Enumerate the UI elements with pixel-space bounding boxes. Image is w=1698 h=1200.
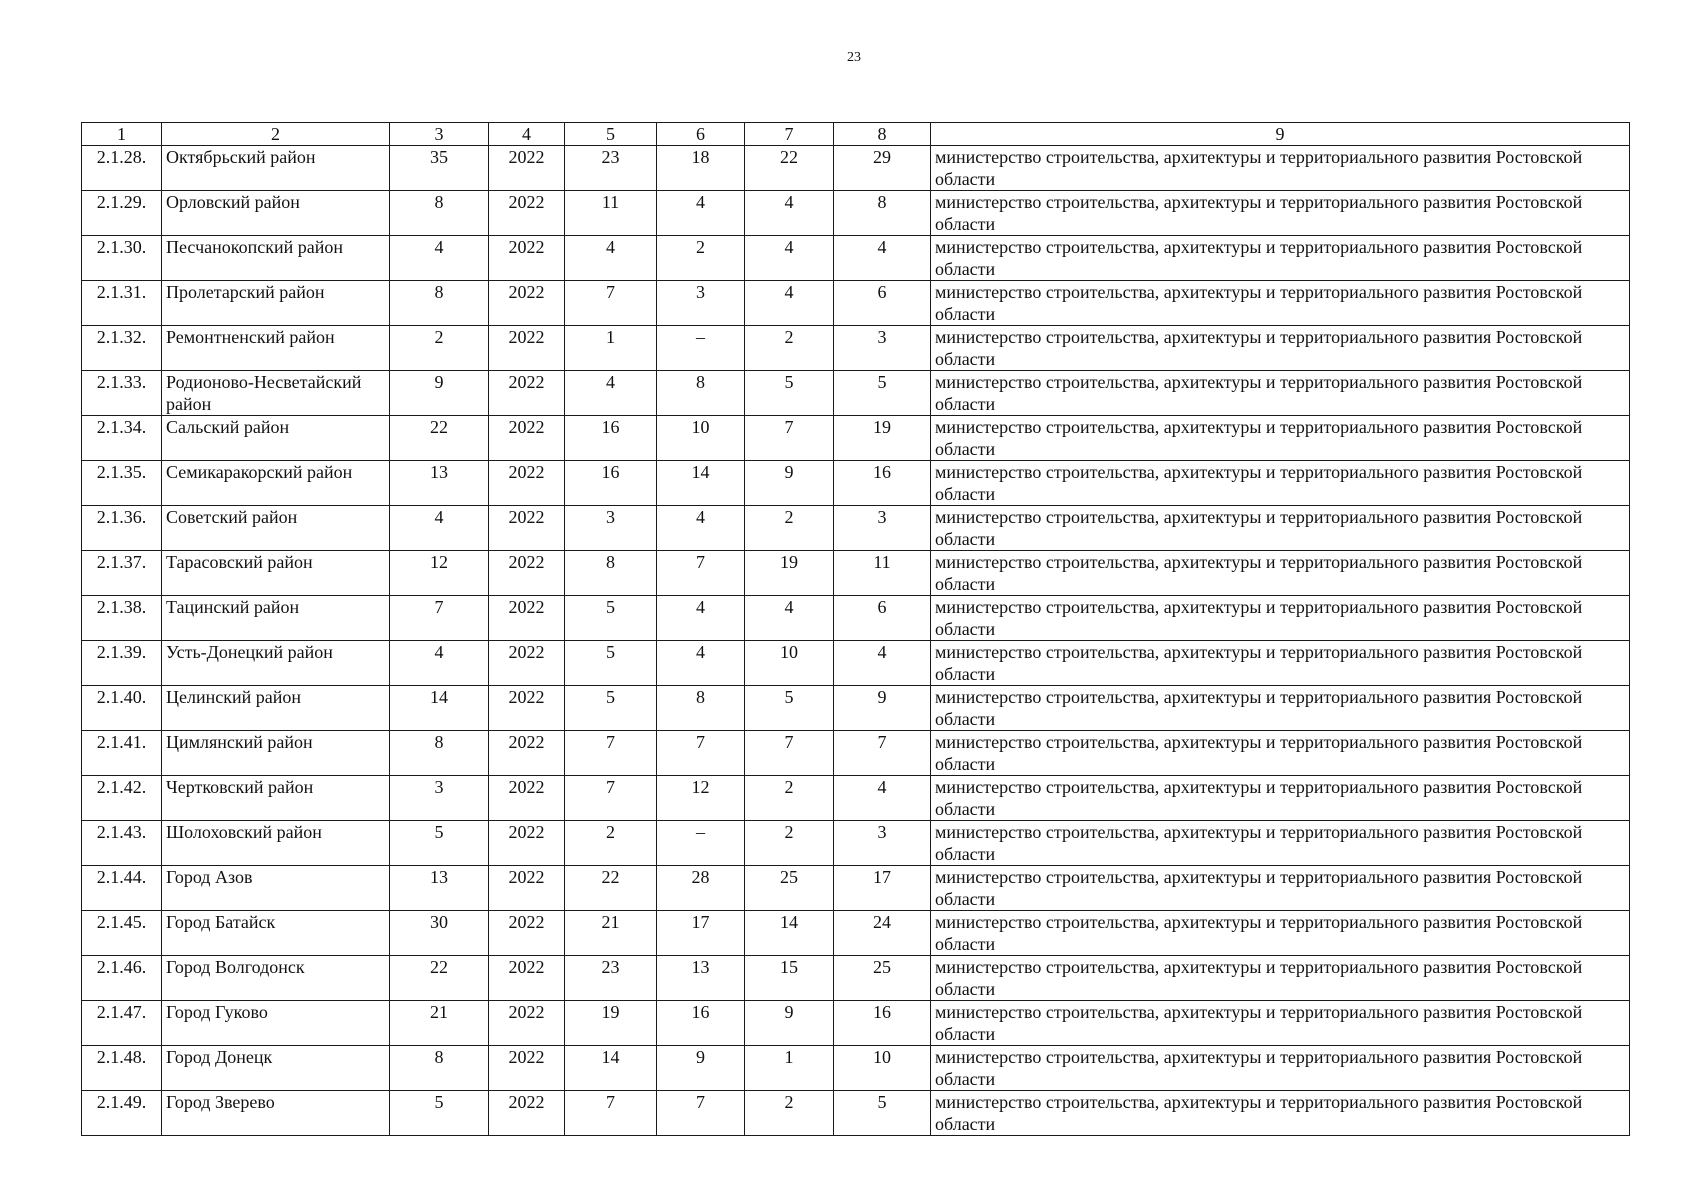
value-col-4: 2022: [489, 821, 565, 866]
table-row: [82, 371, 1630, 416]
value-col-8: 3: [834, 326, 931, 371]
district-name: Родионово-Несветайский район: [162, 371, 390, 416]
value-col-6: 13: [657, 956, 745, 1001]
value-col-6: 16: [657, 1001, 745, 1046]
value-col-3: 21: [390, 1001, 489, 1046]
value-col-5: 23: [565, 956, 657, 1001]
value-col-4: 2022: [489, 461, 565, 506]
row-number: 2.1.46.: [82, 956, 162, 1001]
district-name: Усть-Донецкий район: [162, 641, 390, 686]
value-col-3: 12: [390, 551, 489, 596]
table-row: [82, 596, 1630, 641]
district-name: Песчанокопский район: [162, 236, 390, 281]
value-col-5: 1: [565, 326, 657, 371]
value-col-4: 2022: [489, 956, 565, 1001]
row-number: 2.1.39.: [82, 641, 162, 686]
value-col-6: 12: [657, 776, 745, 821]
value-col-8: 17: [834, 866, 931, 911]
responsible-executor: министерство строительства, архитектуры и территориального развития Ростовской области: [931, 821, 1630, 866]
row-number: 2.1.37.: [82, 551, 162, 596]
value-col-3: 13: [390, 461, 489, 506]
value-col-6: 4: [657, 506, 745, 551]
table-row: [82, 956, 1630, 1001]
responsible-executor: министерство строительства, архитектуры и территориального развития Ростовской области: [931, 506, 1630, 551]
row-number: 2.1.36.: [82, 506, 162, 551]
table-row: [82, 146, 1630, 191]
value-col-7: 4: [745, 596, 834, 641]
table-row: [82, 191, 1630, 236]
column-header: 6: [657, 123, 745, 146]
row-number: 2.1.38.: [82, 596, 162, 641]
district-name: Город Гуково: [162, 1001, 390, 1046]
row-number: 2.1.48.: [82, 1046, 162, 1091]
column-header: 1: [82, 123, 162, 146]
value-col-4: 2022: [489, 191, 565, 236]
value-col-4: 2022: [489, 551, 565, 596]
value-col-3: 4: [390, 236, 489, 281]
value-col-8: 6: [834, 281, 931, 326]
value-col-3: 4: [390, 506, 489, 551]
column-header: 2: [162, 123, 390, 146]
row-number: 2.1.31.: [82, 281, 162, 326]
value-col-4: 2022: [489, 596, 565, 641]
responsible-executor: министерство строительства, архитектуры и территориального развития Ростовской области: [931, 551, 1630, 596]
value-col-3: 8: [390, 281, 489, 326]
responsible-executor: министерство строительства, архитектуры и территориального развития Ростовской области: [931, 281, 1630, 326]
table-row: [82, 506, 1630, 551]
district-name: Город Волгодонск: [162, 956, 390, 1001]
district-name: Советский район: [162, 506, 390, 551]
value-col-4: 2022: [489, 686, 565, 731]
table-row: [82, 1001, 1630, 1046]
table-row: [82, 551, 1630, 596]
responsible-executor: министерство строительства, архитектуры и территориального развития Ростовской области: [931, 956, 1630, 1001]
value-col-6: 7: [657, 1091, 745, 1136]
value-col-5: 7: [565, 731, 657, 776]
value-col-3: 22: [390, 416, 489, 461]
table-row: [82, 686, 1630, 731]
column-header: 9: [931, 123, 1630, 146]
value-col-5: 4: [565, 236, 657, 281]
district-name: Город Зверево: [162, 1091, 390, 1136]
value-col-7: 7: [745, 731, 834, 776]
district-name: Тацинский район: [162, 596, 390, 641]
district-name: Шолоховский район: [162, 821, 390, 866]
value-col-4: 2022: [489, 911, 565, 956]
value-col-7: 4: [745, 191, 834, 236]
value-col-4: 2022: [489, 1091, 565, 1136]
responsible-executor: министерство строительства, архитектуры и территориального развития Ростовской области: [931, 731, 1630, 776]
value-col-8: 5: [834, 371, 931, 416]
value-col-3: 8: [390, 191, 489, 236]
responsible-executor: министерство строительства, архитектуры и территориального развития Ростовской области: [931, 686, 1630, 731]
value-col-7: 2: [745, 326, 834, 371]
table-row: [82, 866, 1630, 911]
value-col-5: 21: [565, 911, 657, 956]
value-col-5: 5: [565, 596, 657, 641]
responsible-executor: министерство строительства, архитектуры и территориального развития Ростовской области: [931, 1001, 1630, 1046]
value-col-7: 5: [745, 686, 834, 731]
value-col-5: 14: [565, 1046, 657, 1091]
value-col-3: 13: [390, 866, 489, 911]
value-col-6: 7: [657, 551, 745, 596]
responsible-executor: министерство строительства, архитектуры и территориального развития Ростовской области: [931, 371, 1630, 416]
value-col-8: 7: [834, 731, 931, 776]
district-name: Орловский район: [162, 191, 390, 236]
value-col-8: 16: [834, 461, 931, 506]
table-row: [82, 326, 1630, 371]
value-col-6: 28: [657, 866, 745, 911]
value-col-5: 19: [565, 1001, 657, 1046]
value-col-3: 30: [390, 911, 489, 956]
value-col-3: 35: [390, 146, 489, 191]
value-col-4: 2022: [489, 641, 565, 686]
row-number: 2.1.47.: [82, 1001, 162, 1046]
value-col-8: 6: [834, 596, 931, 641]
table-row: [82, 821, 1630, 866]
district-name: Пролетарский район: [162, 281, 390, 326]
value-col-5: 5: [565, 641, 657, 686]
value-col-5: 5: [565, 686, 657, 731]
row-number: 2.1.42.: [82, 776, 162, 821]
value-col-7: 9: [745, 1001, 834, 1046]
table-row: [82, 641, 1630, 686]
row-number: 2.1.29.: [82, 191, 162, 236]
responsible-executor: министерство строительства, архитектуры и территориального развития Ростовской области: [931, 146, 1630, 191]
value-col-6: 8: [657, 371, 745, 416]
value-col-7: 5: [745, 371, 834, 416]
value-col-4: 2022: [489, 371, 565, 416]
column-header: 8: [834, 123, 931, 146]
value-col-4: 2022: [489, 281, 565, 326]
value-col-8: 16: [834, 1001, 931, 1046]
value-col-3: 9: [390, 371, 489, 416]
value-col-7: 19: [745, 551, 834, 596]
responsible-executor: министерство строительства, архитектуры и территориального развития Ростовской области: [931, 866, 1630, 911]
value-col-6: –: [657, 821, 745, 866]
district-name: Семикаракорский район: [162, 461, 390, 506]
district-name: Цимлянский район: [162, 731, 390, 776]
value-col-7: 2: [745, 1091, 834, 1136]
value-col-4: 2022: [489, 236, 565, 281]
page-number: 23: [847, 50, 861, 65]
value-col-7: 2: [745, 821, 834, 866]
value-col-8: 9: [834, 686, 931, 731]
value-col-5: 3: [565, 506, 657, 551]
value-col-8: 29: [834, 146, 931, 191]
table-row: [82, 236, 1630, 281]
column-header: 5: [565, 123, 657, 146]
row-number: 2.1.49.: [82, 1091, 162, 1136]
responsible-executor: министерство строительства, архитектуры и территориального развития Ростовской области: [931, 776, 1630, 821]
district-name: Чертковский район: [162, 776, 390, 821]
value-col-4: 2022: [489, 776, 565, 821]
value-col-6: –: [657, 326, 745, 371]
value-col-3: 4: [390, 641, 489, 686]
value-col-7: 15: [745, 956, 834, 1001]
district-name: Сальский район: [162, 416, 390, 461]
value-col-8: 11: [834, 551, 931, 596]
value-col-7: 1: [745, 1046, 834, 1091]
value-col-7: 22: [745, 146, 834, 191]
table-row: [82, 1046, 1630, 1091]
value-col-6: 8: [657, 686, 745, 731]
value-col-4: 2022: [489, 731, 565, 776]
row-number: 2.1.45.: [82, 911, 162, 956]
value-col-5: 7: [565, 281, 657, 326]
value-col-4: 2022: [489, 146, 565, 191]
value-col-4: 2022: [489, 1046, 565, 1091]
value-col-8: 19: [834, 416, 931, 461]
value-col-4: 2022: [489, 866, 565, 911]
value-col-7: 9: [745, 461, 834, 506]
district-name: Ремонтненский район: [162, 326, 390, 371]
district-name: Целинский район: [162, 686, 390, 731]
value-col-4: 2022: [489, 326, 565, 371]
value-col-6: 10: [657, 416, 745, 461]
district-name: Октябрьский район: [162, 146, 390, 191]
row-number: 2.1.28.: [82, 146, 162, 191]
value-col-5: 11: [565, 191, 657, 236]
responsible-executor: министерство строительства, архитектуры и территориального развития Ростовской области: [931, 596, 1630, 641]
column-header: 7: [745, 123, 834, 146]
value-col-5: 2: [565, 821, 657, 866]
value-col-5: 22: [565, 866, 657, 911]
value-col-7: 10: [745, 641, 834, 686]
value-col-5: 8: [565, 551, 657, 596]
value-col-6: 4: [657, 596, 745, 641]
value-col-7: 2: [745, 776, 834, 821]
district-name: Город Азов: [162, 866, 390, 911]
value-col-8: 25: [834, 956, 931, 1001]
value-col-7: 14: [745, 911, 834, 956]
value-col-4: 2022: [489, 506, 565, 551]
value-col-7: 4: [745, 236, 834, 281]
column-header: 3: [390, 123, 489, 146]
table-row: [82, 461, 1630, 506]
row-number: 2.1.33.: [82, 371, 162, 416]
row-number: 2.1.41.: [82, 731, 162, 776]
table-body: [82, 146, 1630, 1136]
value-col-6: 9: [657, 1046, 745, 1091]
value-col-4: 2022: [489, 1001, 565, 1046]
value-col-6: 3: [657, 281, 745, 326]
responsible-executor: министерство строительства, архитектуры и территориального развития Ростовской области: [931, 1091, 1630, 1136]
table-row: [82, 416, 1630, 461]
table-row: [82, 731, 1630, 776]
table-row: [82, 1091, 1630, 1136]
program-table: [81, 122, 1630, 1136]
value-col-8: 4: [834, 641, 931, 686]
row-number: 2.1.34.: [82, 416, 162, 461]
district-name: Город Донецк: [162, 1046, 390, 1091]
responsible-executor: министерство строительства, архитектуры и территориального развития Ростовской области: [931, 236, 1630, 281]
row-number: 2.1.32.: [82, 326, 162, 371]
value-col-6: 2: [657, 236, 745, 281]
district-name: Город Батайск: [162, 911, 390, 956]
row-number: 2.1.43.: [82, 821, 162, 866]
row-number: 2.1.40.: [82, 686, 162, 731]
value-col-4: 2022: [489, 416, 565, 461]
value-col-6: 7: [657, 731, 745, 776]
value-col-3: 5: [390, 821, 489, 866]
value-col-6: 18: [657, 146, 745, 191]
value-col-6: 4: [657, 641, 745, 686]
value-col-7: 4: [745, 281, 834, 326]
value-col-3: 14: [390, 686, 489, 731]
row-number: 2.1.35.: [82, 461, 162, 506]
value-col-8: 24: [834, 911, 931, 956]
value-col-8: 8: [834, 191, 931, 236]
table-row: [82, 911, 1630, 956]
value-col-8: 4: [834, 776, 931, 821]
value-col-7: 25: [745, 866, 834, 911]
value-col-3: 3: [390, 776, 489, 821]
value-col-3: 22: [390, 956, 489, 1001]
value-col-6: 17: [657, 911, 745, 956]
value-col-5: 4: [565, 371, 657, 416]
value-col-5: 16: [565, 461, 657, 506]
value-col-8: 3: [834, 506, 931, 551]
value-col-6: 4: [657, 191, 745, 236]
value-col-3: 7: [390, 596, 489, 641]
column-number-row: [82, 123, 1630, 146]
responsible-executor: министерство строительства, архитектуры и территориального развития Ростовской области: [931, 641, 1630, 686]
responsible-executor: министерство строительства, архитектуры и территориального развития Ростовской области: [931, 191, 1630, 236]
table-row: [82, 776, 1630, 821]
value-col-5: 16: [565, 416, 657, 461]
value-col-6: 14: [657, 461, 745, 506]
value-col-8: 3: [834, 821, 931, 866]
value-col-8: 5: [834, 1091, 931, 1136]
row-number: 2.1.30.: [82, 236, 162, 281]
responsible-executor: министерство строительства, архитектуры и территориального развития Ростовской области: [931, 1046, 1630, 1091]
value-col-3: 8: [390, 731, 489, 776]
value-col-5: 7: [565, 776, 657, 821]
value-col-7: 7: [745, 416, 834, 461]
responsible-executor: министерство строительства, архитектуры и территориального развития Ростовской области: [931, 416, 1630, 461]
responsible-executor: министерство строительства, архитектуры и территориального развития Ростовской области: [931, 911, 1630, 956]
value-col-8: 10: [834, 1046, 931, 1091]
value-col-3: 8: [390, 1046, 489, 1091]
responsible-executor: министерство строительства, архитектуры и территориального развития Ростовской области: [931, 461, 1630, 506]
column-header: 4: [489, 123, 565, 146]
value-col-3: 2: [390, 326, 489, 371]
district-name: Тарасовский район: [162, 551, 390, 596]
responsible-executor: министерство строительства, архитектуры и территориального развития Ростовской области: [931, 326, 1630, 371]
row-number: 2.1.44.: [82, 866, 162, 911]
value-col-7: 2: [745, 506, 834, 551]
value-col-5: 23: [565, 146, 657, 191]
value-col-5: 7: [565, 1091, 657, 1136]
value-col-3: 5: [390, 1091, 489, 1136]
table-row: [82, 281, 1630, 326]
value-col-8: 4: [834, 236, 931, 281]
